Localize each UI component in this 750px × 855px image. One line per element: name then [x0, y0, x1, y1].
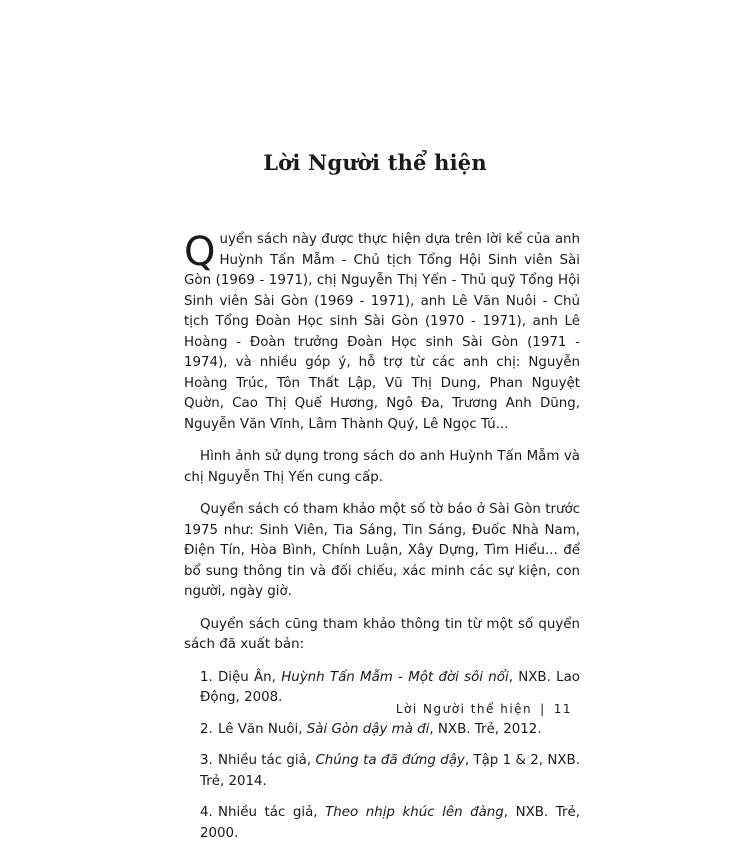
reference-item: 2. Lê Văn Nuôi, Sài Gòn dậy mà đi, NXB. Trẻ, 2012.: [200, 721, 542, 737]
body-text: [184, 230, 580, 855]
drop-cap: Q: [184, 229, 216, 275]
reference-item: 1. Diệu Ân, Huỳnh Tấn Mẫm - Một đời sôi nổi, NXB. Lao Động, 2008.: [200, 669, 580, 705]
page-number: 11: [553, 702, 572, 716]
footer-separator: |: [540, 702, 546, 716]
paragraph-newspapers: Quyển sách có tham khảo một số tờ báo ở Sài Gòn trước 1975 như: Sinh Viên, Tia Sáng, Tin Sáng, Đuốc Nhà Nam, Điện Tín, Hòa Bình, Chính Luận, Xây Dựng, Tìm Hiểu... để bổ sung thông tin và đối chiếu, xác minh các sự kiện, con người, ngày giờ.: [184, 502, 580, 599]
paragraph-images: Hình ảnh sử dụng trong sách do anh Huỳnh Tấn Mẫm và chị Nguyễn Thị Yến cung cấp.: [184, 449, 580, 485]
page-footer: [396, 702, 572, 716]
running-title: Lời Người thể hiện: [395, 702, 533, 716]
paragraph-intro: [184, 230, 580, 435]
reference-list: [184, 668, 580, 845]
page-title: Lời Người thể hiện: [263, 150, 487, 175]
paragraph-books: Quyển sách cũng tham khảo thông tin từ một số quyển sách đã xuất bản:: [184, 616, 580, 652]
paragraph-intro-text: uyển sách này được thực hiện dựa trên lời kể của anh Huỳnh Tấn Mẫm - Chủ tịch Tổng Hội Sinh viên Sài Gòn (1969 - 1971), chị Nguyễn Thị Yến - Thủ quỹ Tổng Hội Sinh viên Sài Gòn (1969 - 1971), anh Lê Văn Nuôi - Chủ tịch Tổng Đoàn Học sinh Sài Gòn (1970 - 1971), anh Lê Hoàng - Đoàn trưởng Đoàn Học sinh Sài Gòn (1971 - 1974), và nhiều góp ý, hỗ trợ từ các anh chị: Nguyễn Hoàng Trúc, Tôn Thất Lập, Vũ Thị Dung, Phan Nguyệt Quờn, Cao Thị Quế Hương, Ngô Đa, Trương Anh Dũng, Nguyễn Văn Vĩnh, Lâm Thành Quý, Lê Ngọc Tú...: [184, 232, 580, 432]
reference-item: 4. Nhiều tác giả, Theo nhịp khúc lên đàng, NXB. Trẻ, 2000.: [200, 805, 580, 841]
reference-item: 3. Nhiều tác giả, Chúng ta đã đứng dậy, Tập 1 & 2, NXB. Trẻ, 2014.: [200, 753, 580, 789]
